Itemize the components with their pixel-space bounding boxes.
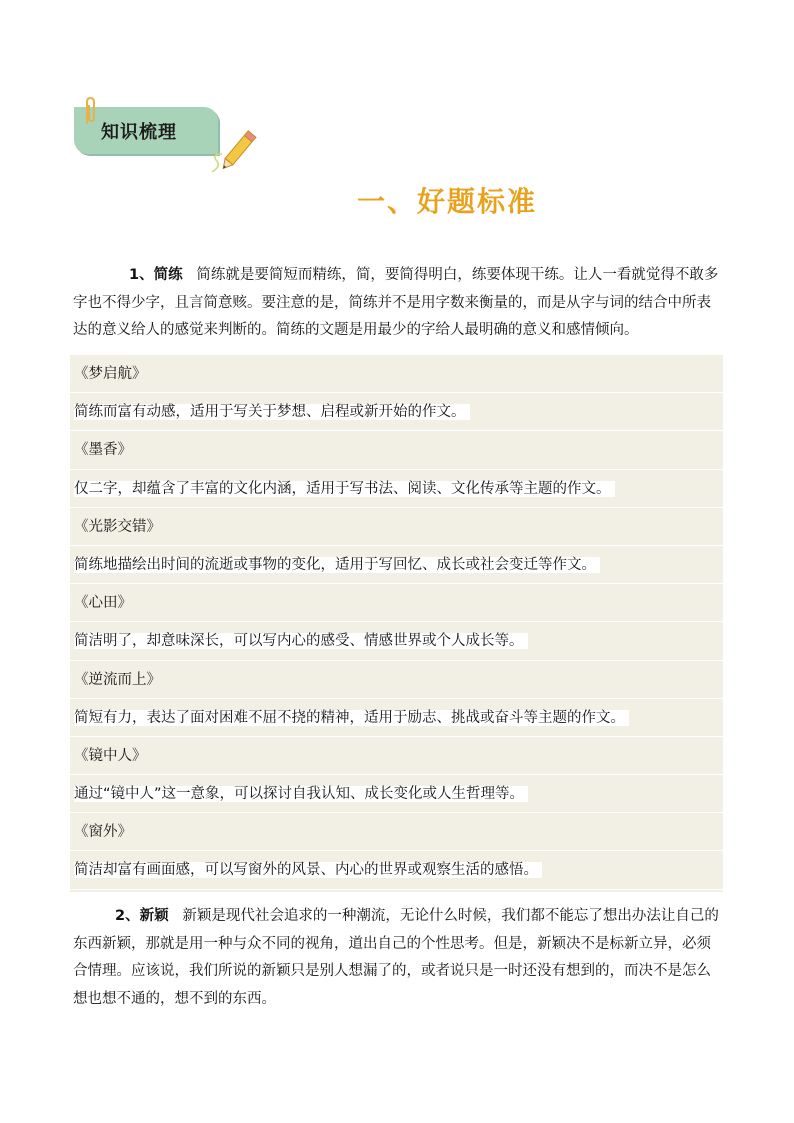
example-desc: 简洁却富有画面感，可以写窗外的风景、内心的世界或观察生活的感悟。 bbox=[70, 851, 723, 889]
pencil-icon bbox=[210, 120, 270, 180]
example-desc: 仅二字，却蕴含了丰富的文化内涵，适用于写书法、阅读、文化传承等主题的作文。 bbox=[70, 470, 723, 508]
example-desc: 简洁明了，却意味深长，可以写内心的感受、情感世界或个人成长等。 bbox=[70, 622, 723, 660]
example-title: 《墨香》 bbox=[70, 431, 723, 469]
page-title: 一、好题标准 bbox=[356, 185, 537, 218]
section1-body: 简练就是要简短而精练，简，要简得明白，练要体现干练。让人一看就觉得不敢多字也不得少字，且言简意赅。要注意的是，简练并不是用字数来衡量的，而是从字与词的结合中所表达的意义给人的感觉来判断的。简练的文题是用最少的字给人最明确的意义和感情倾向。 bbox=[73, 267, 719, 338]
section1-lead: 1、简练 bbox=[129, 267, 183, 283]
example-desc: 简练地描绘出时间的流逝或事物的变化，适用于写回忆、成长或社会变迁等作文。 bbox=[70, 546, 723, 584]
section1-paragraph bbox=[73, 262, 721, 345]
section2-paragraph bbox=[73, 903, 721, 1013]
example-title: 《心田》 bbox=[70, 584, 723, 622]
examples-box bbox=[70, 355, 723, 892]
example-desc: 简短有力，表达了面对困难不屈不挠的精神，适用于励志、挑战或奋斗等主题的作文。 bbox=[70, 699, 723, 737]
example-title: 《窗外》 bbox=[70, 813, 723, 851]
example-desc: 通过“镜中人”这一意象，可以探讨自我认知、成长变化或人生哲理等。 bbox=[70, 775, 723, 813]
example-title: 《光影交错》 bbox=[70, 508, 723, 546]
section2-body: 新颖是现代社会追求的一种潮流，无论什么时候，我们都不能忘了想出办法让自己的东西新颖，那就是用一种与众不同的视角，道出自己的个性思考。但是，新颖决不是标新立异，必须合情理。应该说，我们所说的新颖只是别人想漏了的，或者说只是一时还没有想到的，而决不是怎么想也想不通的，想不到的东西。 bbox=[73, 908, 719, 1007]
badge-label: 知识梳理 bbox=[101, 122, 177, 143]
example-title: 《梦启航》 bbox=[70, 355, 723, 393]
example-title: 《镜中人》 bbox=[70, 737, 723, 775]
example-title: 《逆流而上》 bbox=[70, 661, 723, 699]
paperclip-icon bbox=[82, 96, 98, 126]
example-desc: 简练而富有动感，适用于写关于梦想、启程或新开始的作文。 bbox=[70, 393, 723, 431]
section2-lead: 2、新颖 bbox=[115, 908, 169, 924]
